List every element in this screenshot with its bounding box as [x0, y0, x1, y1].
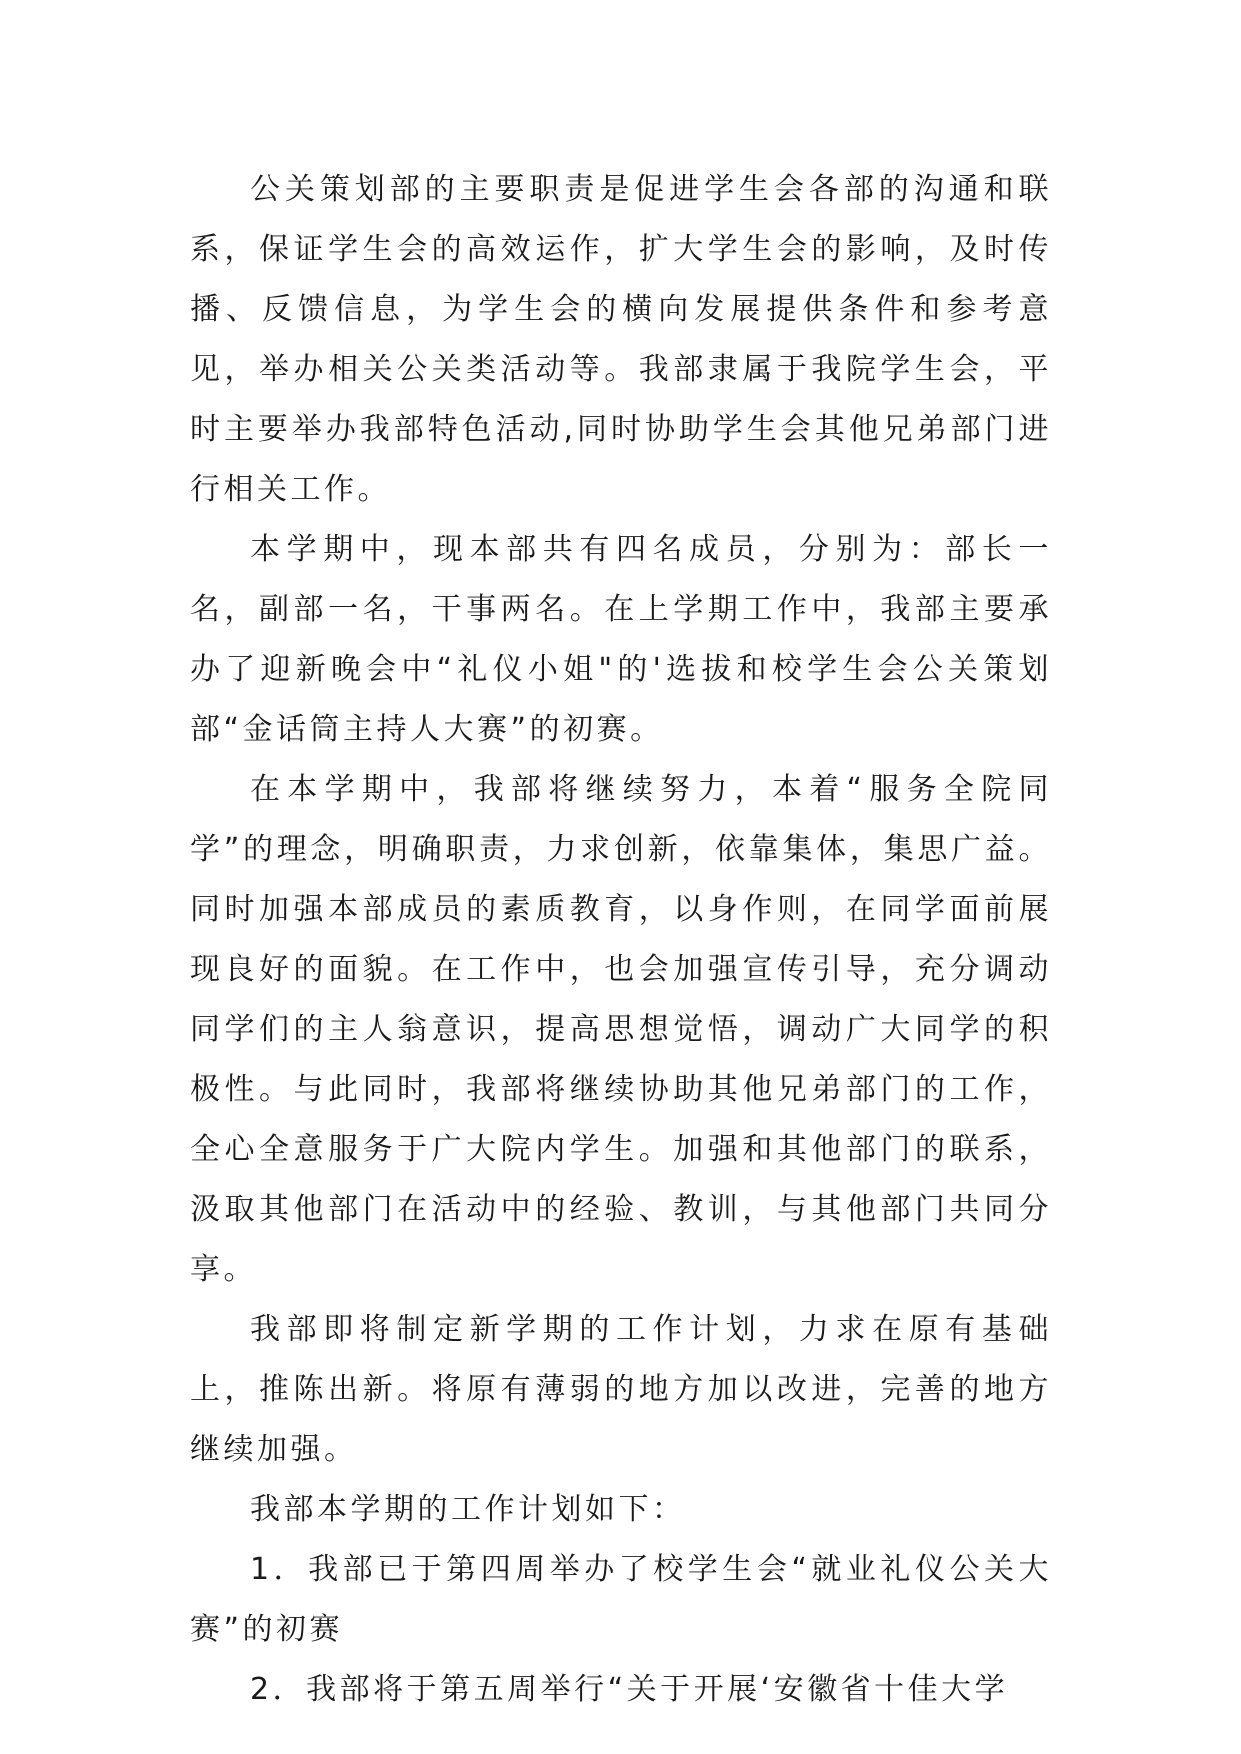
- paragraph-new-plan: 我部即将制定新学期的工作计划，力求在原有基础上，推陈出新。将原有薄弱的地方加以改进，完善的地方继续加强。: [190, 1312, 1052, 1467]
- paragraph-plan-intro: 我部本学期的工作计划如下：: [250, 1492, 686, 1527]
- list-item-plan-2: 2．我部将于第五周举行“关于开展‘安徽省十佳大学: [250, 1672, 1009, 1707]
- paragraph-semester-goals: 在本学期中，我部将继续努力，本着“服务全院同学”的理念，明确职责，力求创新，依靠集体，集思广益。同时加强本部成员的素质教育，以身作则，在同学面前展现良好的面貌。在工作中，也会加强宣传引导，充分调动同学们的主人翁意识，提高思想觉悟，调动广大同学的积极性。与此同时，我部将继续协助其他兄弟部门的工作，全心全意服务于广大院内学生。加强和其他部门的联系，汲取其他部门在活动中的经验、教训，与其他部门共同分享。: [190, 772, 1052, 1287]
- paragraph-members: 本学期中，现本部共有四名成员，分别为：部长一名，副部一名，干事两名。在上学期工作中，我部主要承办了迎新晚会中“礼仪小姐"的'选拔和校学生会公关策划部“金话筒主持人大赛”的初赛。: [190, 532, 1052, 747]
- list-item-plan-1: 1．我部已于第四周举办了校学生会“就业礼仪公关大赛”的初赛: [190, 1552, 1052, 1647]
- paragraph-department-duties: 公关策划部的主要职责是促进学生会各部的沟通和联系，保证学生会的高效运作，扩大学生会的影响，及时传播、反馈信息，为学生会的横向发展提供条件和参考意见，举办相关公关类活动等。我部隶属于我院学生会，平时主要举办我部特色活动,同时协助学生会其他兄弟部门进行相关工作。: [190, 172, 1052, 507]
- document-body: [190, 160, 1052, 1720]
